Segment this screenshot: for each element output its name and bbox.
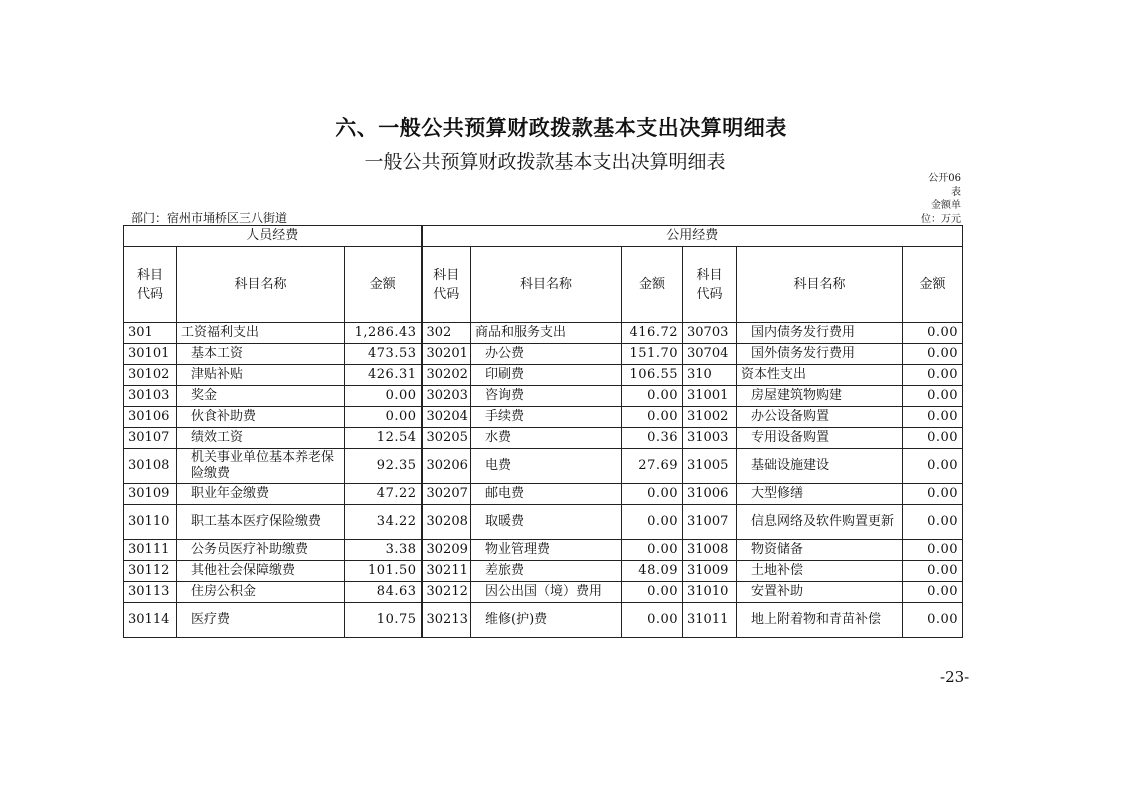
item-amount-goods: 0.36 xyxy=(622,428,683,449)
item-code-goods: 30212 xyxy=(422,582,471,603)
item-code-goods: 30213 xyxy=(422,603,471,638)
form-number-line1: 公开06 xyxy=(928,173,961,184)
item-code-capital: 31003 xyxy=(683,428,737,449)
item-code-personnel: 301 xyxy=(124,323,177,344)
item-code-capital: 31002 xyxy=(683,407,737,428)
item-name-goods: 咨询费 xyxy=(471,386,622,407)
item-code-personnel: 30110 xyxy=(124,505,177,540)
item-amount-capital: 0.00 xyxy=(903,582,963,603)
item-amount-personnel: 92.35 xyxy=(345,449,422,484)
item-amount-goods: 0.00 xyxy=(622,505,683,540)
table-row xyxy=(124,540,963,561)
header-code xyxy=(683,247,737,323)
item-amount-goods: 151.70 xyxy=(622,344,683,365)
item-code-goods: 30201 xyxy=(422,344,471,365)
item-code-personnel: 30103 xyxy=(124,386,177,407)
item-name-capital: 国内债务发行费用 xyxy=(737,323,903,344)
item-name-personnel: 机关事业单位基本养老保险缴费 xyxy=(177,449,345,484)
item-name-personnel: 奖金 xyxy=(177,386,345,407)
item-amount-goods: 0.00 xyxy=(622,603,683,638)
item-amount-personnel: 426.31 xyxy=(345,365,422,386)
item-code-capital: 31006 xyxy=(683,484,737,505)
expenditure-table xyxy=(123,225,963,638)
department-label: 部门：宿州市埇桥区三八街道 xyxy=(131,211,288,225)
item-code-goods: 30206 xyxy=(422,449,471,484)
form-number-line2: 表 xyxy=(951,187,961,198)
item-amount-personnel: 0.00 xyxy=(345,386,422,407)
item-code-goods: 30207 xyxy=(422,484,471,505)
item-code-goods: 30209 xyxy=(422,540,471,561)
item-name-personnel: 其他社会保障缴费 xyxy=(177,561,345,582)
table-row xyxy=(124,386,963,407)
header-name: 科目名称 xyxy=(737,247,903,323)
item-code-capital: 30704 xyxy=(683,344,737,365)
item-name-personnel: 基本工资 xyxy=(177,344,345,365)
table-row xyxy=(124,561,963,582)
item-name-personnel: 工资福利支出 xyxy=(177,323,345,344)
item-amount-personnel: 101.50 xyxy=(345,561,422,582)
item-amount-personnel: 10.75 xyxy=(345,603,422,638)
item-amount-goods: 0.00 xyxy=(622,407,683,428)
item-amount-capital: 0.00 xyxy=(903,365,963,386)
item-amount-goods: 0.00 xyxy=(622,484,683,505)
header-amount: 金额 xyxy=(622,247,683,323)
item-code-goods: 30205 xyxy=(422,428,471,449)
item-name-capital: 资本性支出 xyxy=(737,365,903,386)
page-number: -23- xyxy=(940,668,970,686)
item-amount-personnel: 47.22 xyxy=(345,484,422,505)
header-name: 科目名称 xyxy=(177,247,345,323)
item-name-goods: 手续费 xyxy=(471,407,622,428)
item-name-capital: 国外债务发行费用 xyxy=(737,344,903,365)
item-name-personnel: 津贴补贴 xyxy=(177,365,345,386)
item-name-capital: 办公设备购置 xyxy=(737,407,903,428)
item-name-capital: 房屋建筑物购建 xyxy=(737,386,903,407)
item-name-goods: 商品和服务支出 xyxy=(471,323,622,344)
item-name-personnel: 医疗费 xyxy=(177,603,345,638)
item-code-goods: 30203 xyxy=(422,386,471,407)
item-code-personnel: 30112 xyxy=(124,561,177,582)
table-row xyxy=(124,407,963,428)
item-amount-capital: 0.00 xyxy=(903,386,963,407)
item-name-goods: 印刷费 xyxy=(471,365,622,386)
item-name-capital: 土地补偿 xyxy=(737,561,903,582)
item-code-personnel: 30108 xyxy=(124,449,177,484)
item-code-personnel: 30114 xyxy=(124,603,177,638)
item-name-personnel: 住房公积金 xyxy=(177,582,345,603)
header-name: 科目名称 xyxy=(471,247,622,323)
header-code xyxy=(422,247,471,323)
column-header-row xyxy=(124,247,963,323)
item-code-goods: 30204 xyxy=(422,407,471,428)
item-amount-personnel: 34.22 xyxy=(345,505,422,540)
table-row xyxy=(124,323,963,344)
item-name-capital: 安置补助 xyxy=(737,582,903,603)
item-amount-capital: 0.00 xyxy=(903,561,963,582)
form-number xyxy=(905,172,961,200)
amount-unit-line2: 位：万元 xyxy=(921,214,961,225)
group-public: 公用经费 xyxy=(422,226,963,247)
header-code xyxy=(124,247,177,323)
item-code-personnel: 30113 xyxy=(124,582,177,603)
table-row xyxy=(124,484,963,505)
item-amount-goods: 0.00 xyxy=(622,540,683,561)
item-code-personnel: 30106 xyxy=(124,407,177,428)
item-name-capital: 大型修缮 xyxy=(737,484,903,505)
header-code-text: 科目代码 xyxy=(696,267,723,302)
item-amount-personnel: 1,286.43 xyxy=(345,323,422,344)
table-row xyxy=(124,344,963,365)
item-code-capital: 31009 xyxy=(683,561,737,582)
item-name-goods: 因公出国（境）费用 xyxy=(471,582,622,603)
header-code-text: 科目代码 xyxy=(136,267,163,302)
item-code-capital: 31001 xyxy=(683,386,737,407)
item-code-goods: 30211 xyxy=(422,561,471,582)
table-subtitle: 一般公共预算财政拨款基本支出决算明细表 xyxy=(364,151,726,173)
item-amount-capital: 0.00 xyxy=(903,484,963,505)
item-amount-personnel: 473.53 xyxy=(345,344,422,365)
table-row xyxy=(124,428,963,449)
item-name-capital: 专用设备购置 xyxy=(737,428,903,449)
item-amount-capital: 0.00 xyxy=(903,603,963,638)
item-name-personnel: 伙食补助费 xyxy=(177,407,345,428)
item-code-personnel: 30107 xyxy=(124,428,177,449)
item-code-goods: 30208 xyxy=(422,505,471,540)
item-code-capital: 30703 xyxy=(683,323,737,344)
item-name-capital: 地上附着物和青苗补偿 xyxy=(737,603,903,638)
item-code-personnel: 30109 xyxy=(124,484,177,505)
item-amount-personnel: 12.54 xyxy=(345,428,422,449)
item-amount-goods: 106.55 xyxy=(622,365,683,386)
item-amount-goods: 0.00 xyxy=(622,386,683,407)
item-amount-capital: 0.00 xyxy=(903,428,963,449)
item-amount-goods: 48.09 xyxy=(622,561,683,582)
item-amount-capital: 0.00 xyxy=(903,344,963,365)
item-code-capital: 31005 xyxy=(683,449,737,484)
item-amount-personnel: 0.00 xyxy=(345,407,422,428)
item-name-goods: 办公费 xyxy=(471,344,622,365)
group-header-row xyxy=(124,226,963,247)
item-code-personnel: 30101 xyxy=(124,344,177,365)
item-name-goods: 物业管理费 xyxy=(471,540,622,561)
table-row xyxy=(124,449,963,484)
item-amount-personnel: 3.38 xyxy=(345,540,422,561)
item-amount-capital: 0.00 xyxy=(903,407,963,428)
item-name-personnel: 公务员医疗补助缴费 xyxy=(177,540,345,561)
item-name-personnel: 职业年金缴费 xyxy=(177,484,345,505)
amount-unit xyxy=(905,199,961,227)
item-amount-personnel: 84.63 xyxy=(345,582,422,603)
item-amount-capital: 0.00 xyxy=(903,505,963,540)
item-name-goods: 差旅费 xyxy=(471,561,622,582)
item-amount-capital: 0.00 xyxy=(903,449,963,484)
item-name-capital: 基础设施建设 xyxy=(737,449,903,484)
item-amount-goods: 27.69 xyxy=(622,449,683,484)
table-row xyxy=(124,365,963,386)
item-name-goods: 维修(护)费 xyxy=(471,603,622,638)
item-code-goods: 302 xyxy=(422,323,471,344)
table-row xyxy=(124,505,963,540)
item-code-capital: 31008 xyxy=(683,540,737,561)
amount-unit-line1: 金额单 xyxy=(931,200,961,211)
item-code-capital: 31011 xyxy=(683,603,737,638)
item-code-personnel: 30102 xyxy=(124,365,177,386)
header-amount: 金额 xyxy=(903,247,963,323)
table-row xyxy=(124,582,963,603)
item-code-capital: 310 xyxy=(683,365,737,386)
item-name-goods: 取暖费 xyxy=(471,505,622,540)
item-amount-capital: 0.00 xyxy=(903,540,963,561)
table-row xyxy=(124,603,963,638)
page-title: 六、一般公共预算财政拨款基本支出决算明细表 xyxy=(335,115,787,140)
item-name-capital: 物资储备 xyxy=(737,540,903,561)
item-code-goods: 30202 xyxy=(422,365,471,386)
item-name-goods: 电费 xyxy=(471,449,622,484)
item-name-personnel: 绩效工资 xyxy=(177,428,345,449)
item-amount-capital: 0.00 xyxy=(903,323,963,344)
item-amount-goods: 416.72 xyxy=(622,323,683,344)
item-name-goods: 邮电费 xyxy=(471,484,622,505)
item-code-capital: 31010 xyxy=(683,582,737,603)
header-code-text: 科目代码 xyxy=(433,267,460,302)
item-code-capital: 31007 xyxy=(683,505,737,540)
item-code-personnel: 30111 xyxy=(124,540,177,561)
group-personnel: 人员经费 xyxy=(124,226,422,247)
item-amount-goods: 0.00 xyxy=(622,582,683,603)
item-name-personnel: 职工基本医疗保险缴费 xyxy=(177,505,345,540)
item-name-goods: 水费 xyxy=(471,428,622,449)
item-name-capital: 信息网络及软件购置更新 xyxy=(737,505,903,540)
header-amount: 金额 xyxy=(345,247,422,323)
